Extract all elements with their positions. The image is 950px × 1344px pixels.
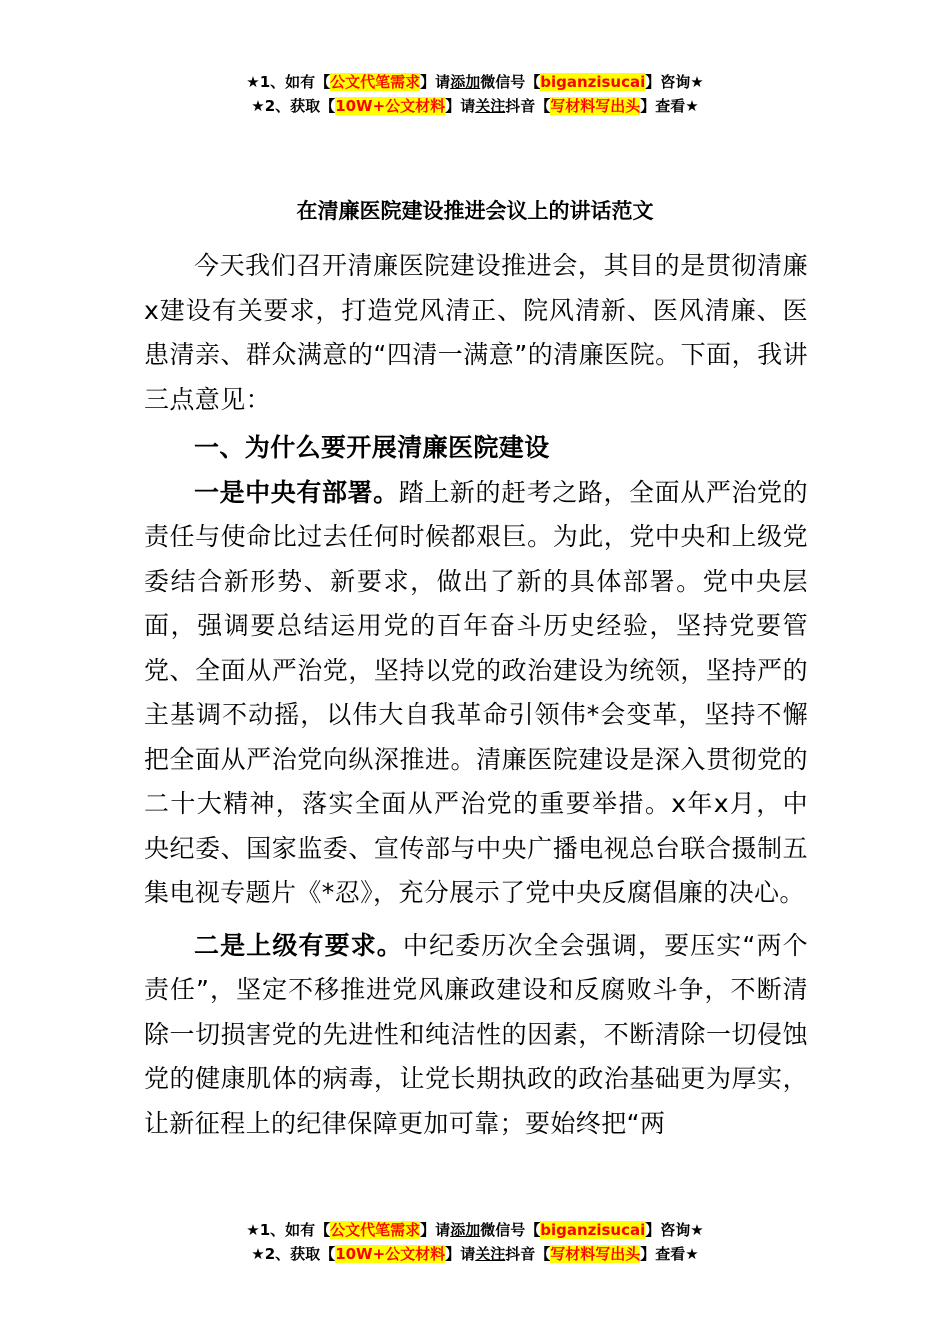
footer-banner bbox=[0, 1218, 950, 1266]
paragraph-lead: 一是中央有部署。 bbox=[194, 477, 399, 507]
highlight-douyin-id: 写材料写出头 bbox=[550, 97, 641, 115]
highlight-wechat-id: biganzisucai bbox=[540, 1221, 646, 1239]
highlight-douyin-id: 写材料写出头 bbox=[550, 1245, 641, 1263]
highlight-materials: 10W+公文材料 bbox=[335, 97, 446, 115]
banner-line-1: ★1、如有【公文代笔需求】请添加微信号【biganzisucai】咨询★ bbox=[246, 1221, 704, 1239]
highlight-materials: 10W+公文材料 bbox=[335, 1245, 446, 1263]
paragraph-superior-requirements: 二是上级有要求。中纪委历次全会强调，要压实“两个责任”，坚定不移推进党风廉政建设和反腐败斗争，不断清除一切损害党的先进性和纯洁性的因素，不断清除一切侵蚀党的健康肌体的病毒，让党长期执政的政治基础更为厚实，让新征程上的纪律保障更加可靠；要始终把“两 bbox=[144, 930, 808, 1138]
document-title: 在清廉医院建设推进会议上的讲话范文 bbox=[296, 199, 654, 223]
paragraph-central-deployment: 一是中央有部署。踏上新的赶考之路，全面从严治党的责任与使命比过去任何时候都艰巨。为此，党中央和上级党委结合新形势、新要求，做出了新的具体部署。党中央层面，强调要总结运用党的百年奋斗历史经验，坚持党要管党、全面从严治党，坚持以党的政治建设为统领，坚持严的主基调不动摇，以伟大自我革命引领伟*会变革，坚持不懈把全面从严治党向纵深推进。清廉医院建设是深入贯彻党的二十大精神，落实全面从严治党的重要举措。x年x月，中央纪委、国家监委、宣传部与中央广播电视总台联合摄制五集电视专题片《*忍》，充分展示了党中央反腐倡廉的决心。 bbox=[144, 477, 808, 907]
paragraph-lead: 二是上级有要求。 bbox=[194, 930, 403, 960]
highlight-service: 公文代笔需求 bbox=[330, 73, 421, 91]
banner-line-2: ★2、获取【10W+公文材料】请关注抖音【写材料写出头】查看★ bbox=[251, 1245, 699, 1263]
header-banner bbox=[0, 70, 950, 118]
document-body bbox=[144, 244, 808, 1146]
banner-line-1: ★1、如有【公文代笔需求】请添加微信号【biganzisucai】咨询★ bbox=[246, 73, 704, 91]
section-heading-1: 一、为什么要开展清廉医院建设 bbox=[194, 433, 550, 462]
banner-line-2: ★2、获取【10W+公文材料】请关注抖音【写材料写出头】查看★ bbox=[251, 97, 699, 115]
highlight-wechat-id: biganzisucai bbox=[540, 73, 646, 91]
intro-paragraph: 今天我们召开清廉医院建设推进会，其目的是贯彻清廉x建设有关要求，打造党风清正、院风清新、医风清廉、医患清亲、群众满意的“四清一满意”的清廉医院。下面，我讲三点意见： bbox=[144, 251, 808, 414]
highlight-service: 公文代笔需求 bbox=[330, 1221, 421, 1239]
